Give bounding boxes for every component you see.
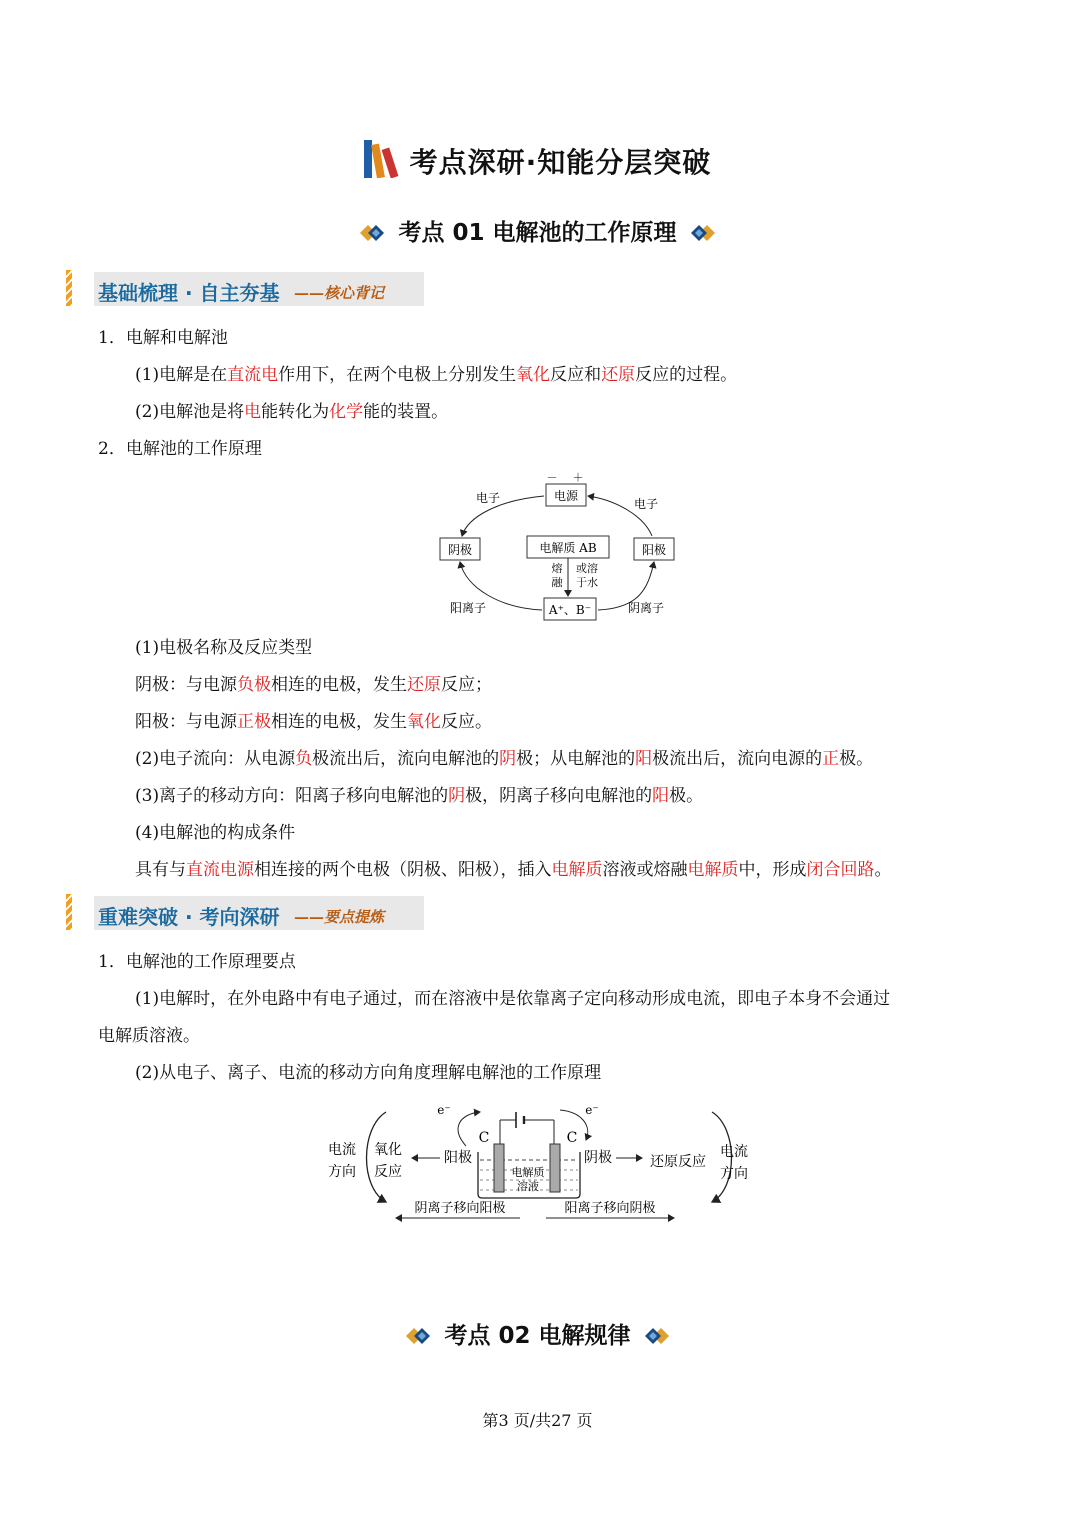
positive-sign: ＋ xyxy=(572,471,584,484)
electron-right: e⁻ xyxy=(585,1103,599,1117)
answer: 直流电 xyxy=(227,365,279,385)
electrode-right xyxy=(550,1144,560,1192)
para-key-2: (2)从电子、离子、电流的移动方向角度理解电解池的工作原理 xyxy=(135,1063,602,1083)
text: 极。 xyxy=(669,786,704,806)
text: 。 xyxy=(874,860,892,880)
electron-right-label: 电子 xyxy=(633,497,659,511)
anode-label: 阳极 xyxy=(641,543,667,557)
diamond-right-icon xyxy=(639,1326,671,1352)
books-icon xyxy=(364,138,402,185)
main-title-text: 考点深研·知能分层突破 xyxy=(409,146,712,179)
page-main-title xyxy=(0,138,1075,185)
diamond-left-icon xyxy=(404,1326,436,1352)
text: 相连接的两个电极（阴极、阳极），插入 xyxy=(254,860,552,880)
diamond-right-icon xyxy=(685,223,717,249)
text: 能转化为 xyxy=(261,402,330,422)
band-stripe xyxy=(66,894,72,930)
answer: 正极 xyxy=(237,712,271,732)
ions-label: A⁺、B⁻ xyxy=(548,603,592,617)
text: 能的装置。 xyxy=(363,402,449,422)
band-main-text: 基础梳理 · 自主夯基 xyxy=(98,281,280,305)
cation-move-label: 阳离子移向阴极 xyxy=(564,1201,656,1216)
section-band-advanced xyxy=(66,894,426,930)
oxidation-1: 氧化 xyxy=(374,1142,402,1158)
heading-3: 1．电解池的工作原理要点 xyxy=(98,952,296,972)
anion-move-label: 阴离子移向阳极 xyxy=(414,1201,506,1216)
answer: 氧化 xyxy=(516,365,551,385)
band-tag-text: ——要点提炼 xyxy=(294,908,385,926)
answer: 阳 xyxy=(635,749,653,769)
text: 反应的过程。 xyxy=(635,365,738,385)
heading-2: 2．电解池的工作原理 xyxy=(98,439,262,459)
cathode-line xyxy=(135,674,492,696)
electron-left-label: 电子 xyxy=(475,491,501,505)
text: (2)电解池是将 xyxy=(135,402,245,422)
text: 相连的电极，发生 xyxy=(271,712,407,732)
electrolytic-cell-flow-diagram xyxy=(430,470,680,628)
text: 极流出后，流向电解池的 xyxy=(312,749,500,769)
text: 作用下，在两个电极上分别发生 xyxy=(278,365,517,385)
para-electrolysis-def xyxy=(135,364,737,386)
answer: 直流电源 xyxy=(186,860,254,880)
answer: 电解质 xyxy=(687,860,739,880)
text: 中，形成 xyxy=(738,860,807,880)
kd01-title: 电解池的工作原理 xyxy=(492,220,677,246)
negative-sign: － xyxy=(546,471,558,484)
q4-heading: (4)电解池的构成条件 xyxy=(135,823,296,843)
electron-left: e⁻ xyxy=(437,1103,451,1117)
answer: 氧化 xyxy=(407,712,441,732)
q3-ion-movement xyxy=(135,785,703,807)
power-source-label: 电源 xyxy=(553,489,579,503)
reduction-label: 还原反应 xyxy=(650,1154,706,1170)
answer: 化学 xyxy=(329,402,364,422)
c-right: C xyxy=(566,1130,578,1146)
arrow-source-to-cathode xyxy=(462,496,544,536)
text: 反应。 xyxy=(441,712,492,732)
para-key-1a: (1)电解时，在外电路中有电子通过，而在溶液中是依靠离子定向移动形成电流，即电子本身不会通过 xyxy=(135,989,891,1009)
text: 反应； xyxy=(441,675,492,695)
kd02-label: 考点 02 xyxy=(444,1323,531,1349)
text: 极流出后，流向电源的 xyxy=(652,749,823,769)
text: 极；从电解池的 xyxy=(516,749,636,769)
answer: 闭合回路 xyxy=(806,860,875,880)
section-band-basic xyxy=(66,270,426,306)
band-stripe xyxy=(66,270,72,306)
kd01-label: 考点 01 xyxy=(398,220,485,246)
text: 反应和 xyxy=(550,365,602,385)
diamond-left-icon xyxy=(358,223,390,249)
band-main-text: 重难突破 · 考向深研 xyxy=(98,905,280,929)
answer: 还原 xyxy=(407,675,441,695)
answer: 阴 xyxy=(499,749,517,769)
text: (2)电子流向：从电源 xyxy=(135,749,296,769)
answer: 负极 xyxy=(237,675,271,695)
oxidation-2: 反应 xyxy=(374,1164,402,1180)
melt-label-1: 熔 xyxy=(551,562,563,575)
text: 相连的电极，发生 xyxy=(271,675,407,695)
q2-electron-flow xyxy=(135,748,873,770)
q4-conditions xyxy=(135,859,892,881)
cathode-label: 阴极 xyxy=(584,1150,612,1166)
current-right-2: 方向 xyxy=(720,1166,748,1182)
text: (3)离子的移动方向：阳离子移向电解池的 xyxy=(135,786,449,806)
text: (1)电解是在 xyxy=(135,365,228,385)
cation-label: 阳离子 xyxy=(449,601,487,615)
answer: 阴 xyxy=(448,786,466,806)
solution-1: 电解质 xyxy=(511,1166,545,1179)
dissolve-label-1: 或溶 xyxy=(576,562,598,575)
text: 阴极：与电源 xyxy=(135,675,237,695)
page-footer: 第3 页/共27 页 xyxy=(482,1411,593,1430)
anode-label: 阳极 xyxy=(444,1150,472,1166)
answer: 阳 xyxy=(652,786,670,806)
anion-label: 阴离子 xyxy=(627,601,665,615)
current-right-1: 电流 xyxy=(720,1144,748,1160)
anode-line xyxy=(135,711,492,733)
current-left-2: 方向 xyxy=(328,1164,356,1180)
answer: 还原 xyxy=(601,365,636,385)
electrode-left xyxy=(494,1144,504,1192)
melt-label-2: 融 xyxy=(551,576,563,589)
answer: 负 xyxy=(295,749,313,769)
electrolysis-direction-diagram xyxy=(320,1098,760,1226)
solution-2: 溶液 xyxy=(517,1180,539,1193)
section-title-kd01 xyxy=(0,214,1075,249)
answer: 正 xyxy=(822,749,840,769)
para-cell-def xyxy=(135,401,448,423)
answer: 电解质 xyxy=(551,860,603,880)
c-left: C xyxy=(478,1130,490,1146)
text: 溶液或熔融 xyxy=(602,860,688,880)
text: 极，阴离子移向电解池的 xyxy=(465,786,653,806)
heading-1: 1．电解和电解池 xyxy=(98,328,228,348)
cathode-label: 阴极 xyxy=(447,543,473,557)
text: 极。 xyxy=(839,749,874,769)
answer: 电 xyxy=(244,402,262,422)
current-left-1: 电流 xyxy=(328,1142,356,1158)
dissolve-label-2: 于水 xyxy=(576,576,598,589)
text: 具有与 xyxy=(135,860,186,880)
para-key-1b: 电解质溶液。 xyxy=(98,1026,200,1046)
section-title-kd02 xyxy=(0,1317,1075,1352)
electrolyte-label: 电解质 AB xyxy=(539,541,597,555)
kd02-title: 电解规律 xyxy=(538,1323,631,1349)
q1-heading: (1)电极名称及反应类型 xyxy=(135,638,313,658)
band-tag-text: ——核心背记 xyxy=(294,284,385,302)
text: 阳极：与电源 xyxy=(135,712,237,732)
